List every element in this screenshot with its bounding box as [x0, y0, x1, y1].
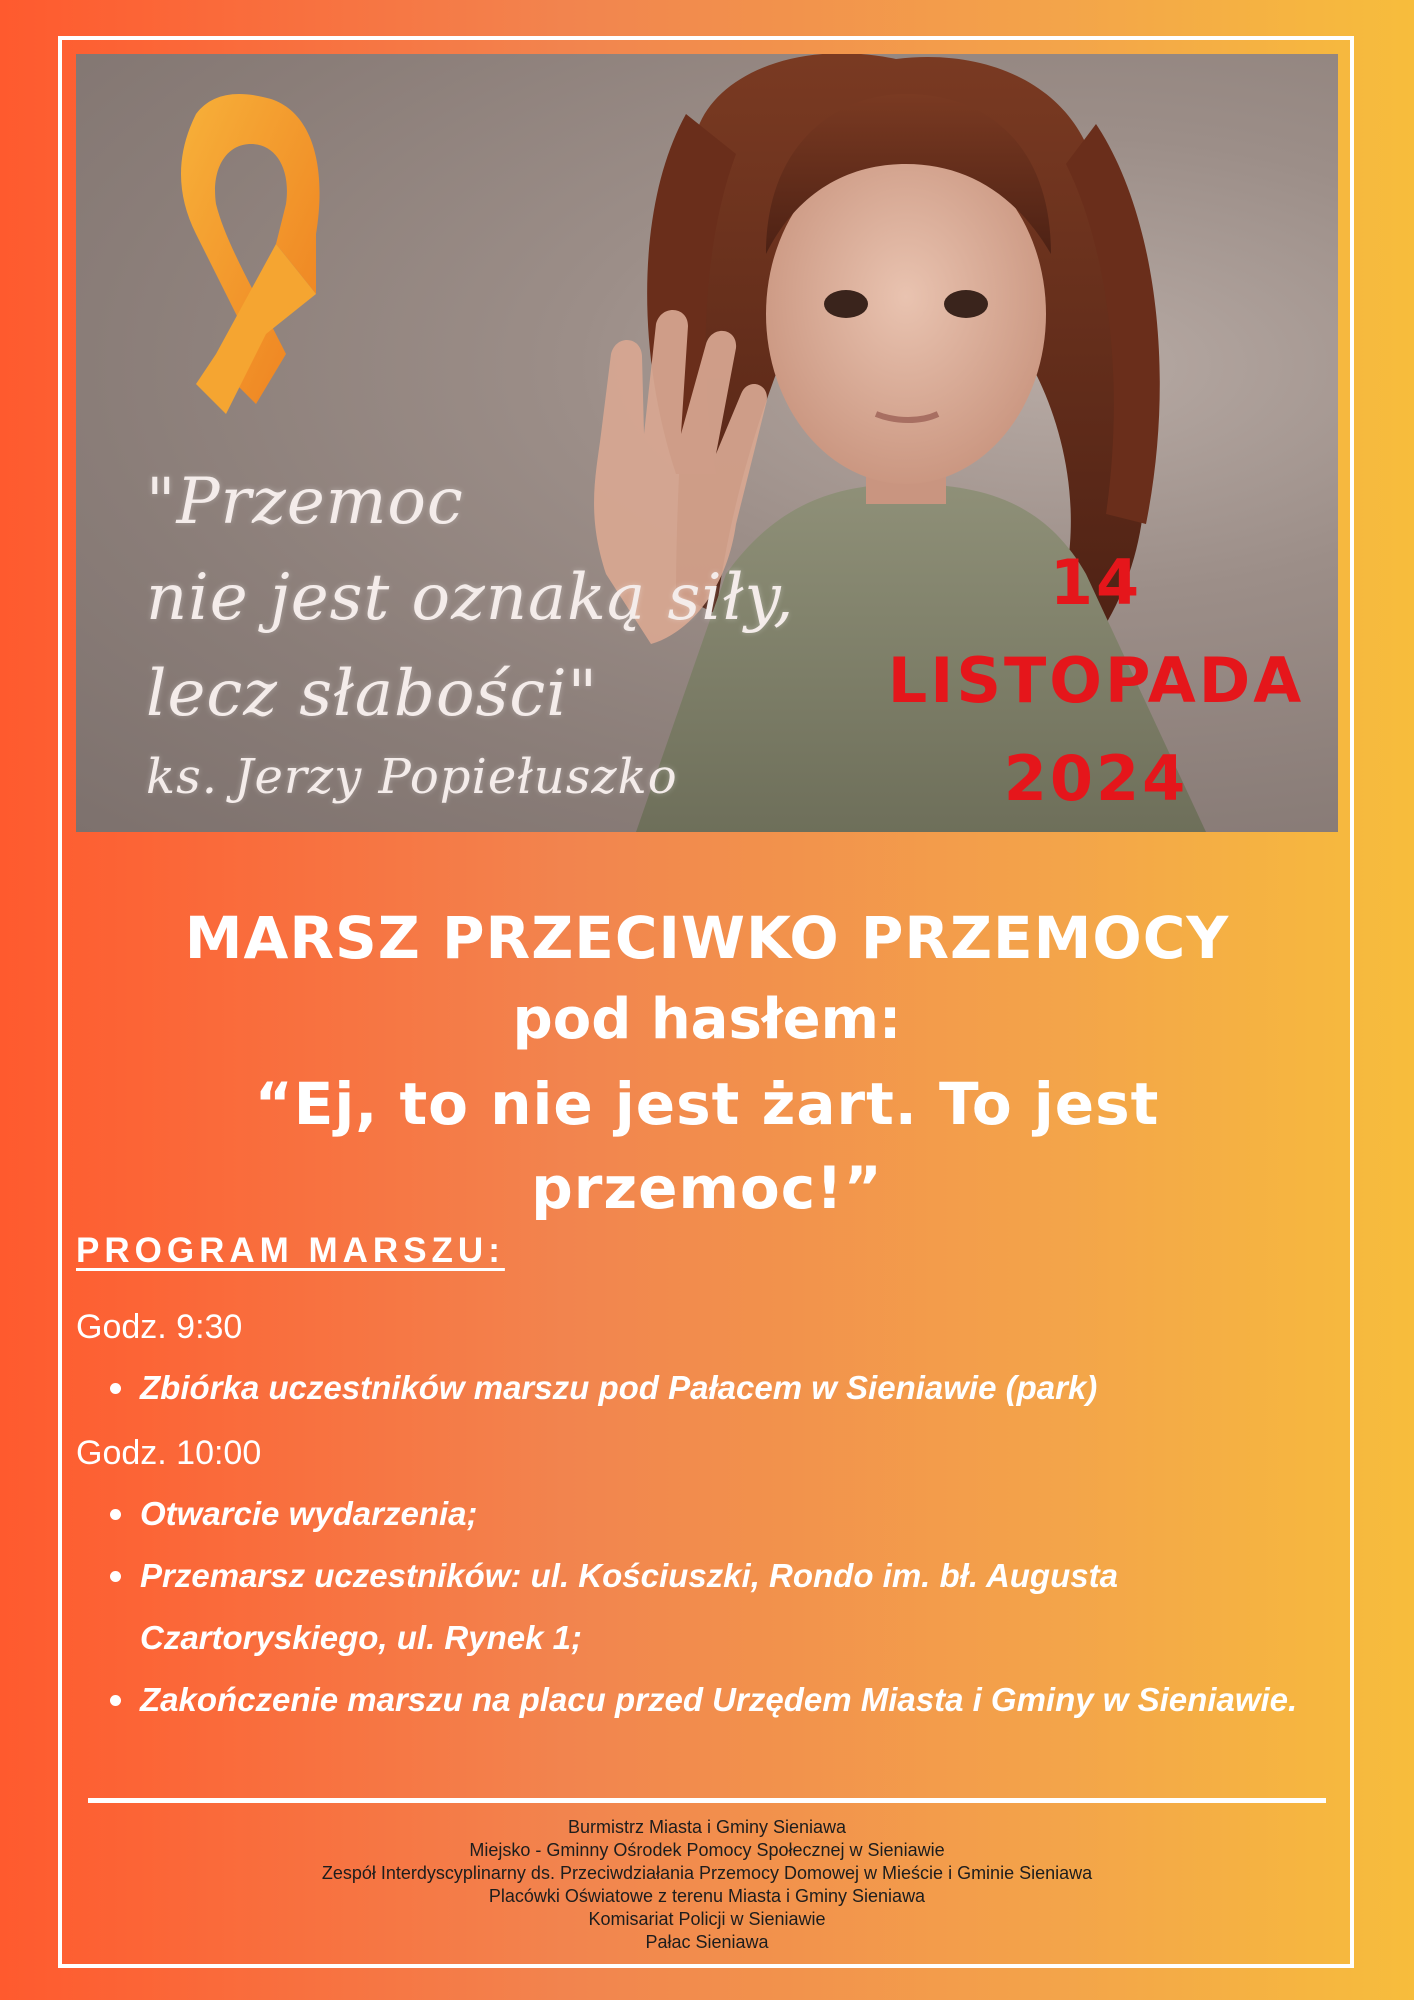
program-time: Godz. 9:30 [76, 1308, 243, 1346]
organizer-line: Komisariat Policji w Sieniawie [588, 1909, 826, 1929]
organizer-line: Burmistrz Miasta i Gminy Sieniawa [567, 1817, 847, 1837]
hero-photo [76, 54, 1338, 832]
date-year: 2024 [1003, 742, 1189, 815]
program-item: Zbiórka uczestników marszu pod Pałacem w Sieniawie (park) [110, 1357, 1336, 1419]
program-list [76, 1483, 1336, 1731]
organizers-footer [76, 1816, 1338, 1954]
event-title: MARSZ PRZECIWKO PRZEMOCY [184, 904, 1230, 972]
organizer-line: Pałac Sieniawa [645, 1932, 769, 1952]
footer-divider [88, 1798, 1326, 1803]
headline [76, 898, 1338, 1230]
event-date [866, 534, 1326, 828]
date-day: 14 [1049, 546, 1143, 619]
slogan-intro: pod hasłem: [512, 987, 902, 1052]
quote-line: "Przemoc [146, 465, 464, 539]
program-section [76, 1225, 1336, 1735]
quote-line: nie jest oznaką siły, [146, 561, 795, 635]
program-list [76, 1357, 1336, 1419]
quote-block [146, 454, 795, 812]
quote-line: lecz słabości" [146, 657, 599, 731]
program-time: Godz. 10:00 [76, 1434, 262, 1472]
program-item: Przemarsz uczestników: ul. Kościuszki, Rondo im. bł. Augusta Czartoryskiego, ul. Rynek 1; [110, 1545, 1160, 1669]
program-item: Otwarcie wydarzenia; [110, 1483, 1336, 1545]
organizer-line: Zespół Interdyscyplinarny ds. Przeciwdziałania Przemocy Domowej w Mieście i Gminie Sieniawa [321, 1863, 1093, 1883]
program-item: Zakończenie marszu na placu przed Urzędem Miasta i Gminy w Sieniawie. [110, 1669, 1336, 1731]
awareness-ribbon-icon [181, 94, 320, 414]
date-month: LISTOPADA [887, 644, 1305, 717]
slogan: “Ej, to nie jest żart. To jest przemoc!” [254, 1070, 1160, 1222]
program-title: PROGRAM MARSZU: [76, 1231, 505, 1270]
organizer-line: Placówki Oświatowe z terenu Miasta i Gminy Sieniawa [488, 1886, 926, 1906]
quote-author: ks. Jerzy Popiełuszko [146, 749, 678, 805]
organizer-line: Miejsko - Gminny Ośrodek Pomocy Społecznej w Sieniawie [469, 1840, 945, 1860]
